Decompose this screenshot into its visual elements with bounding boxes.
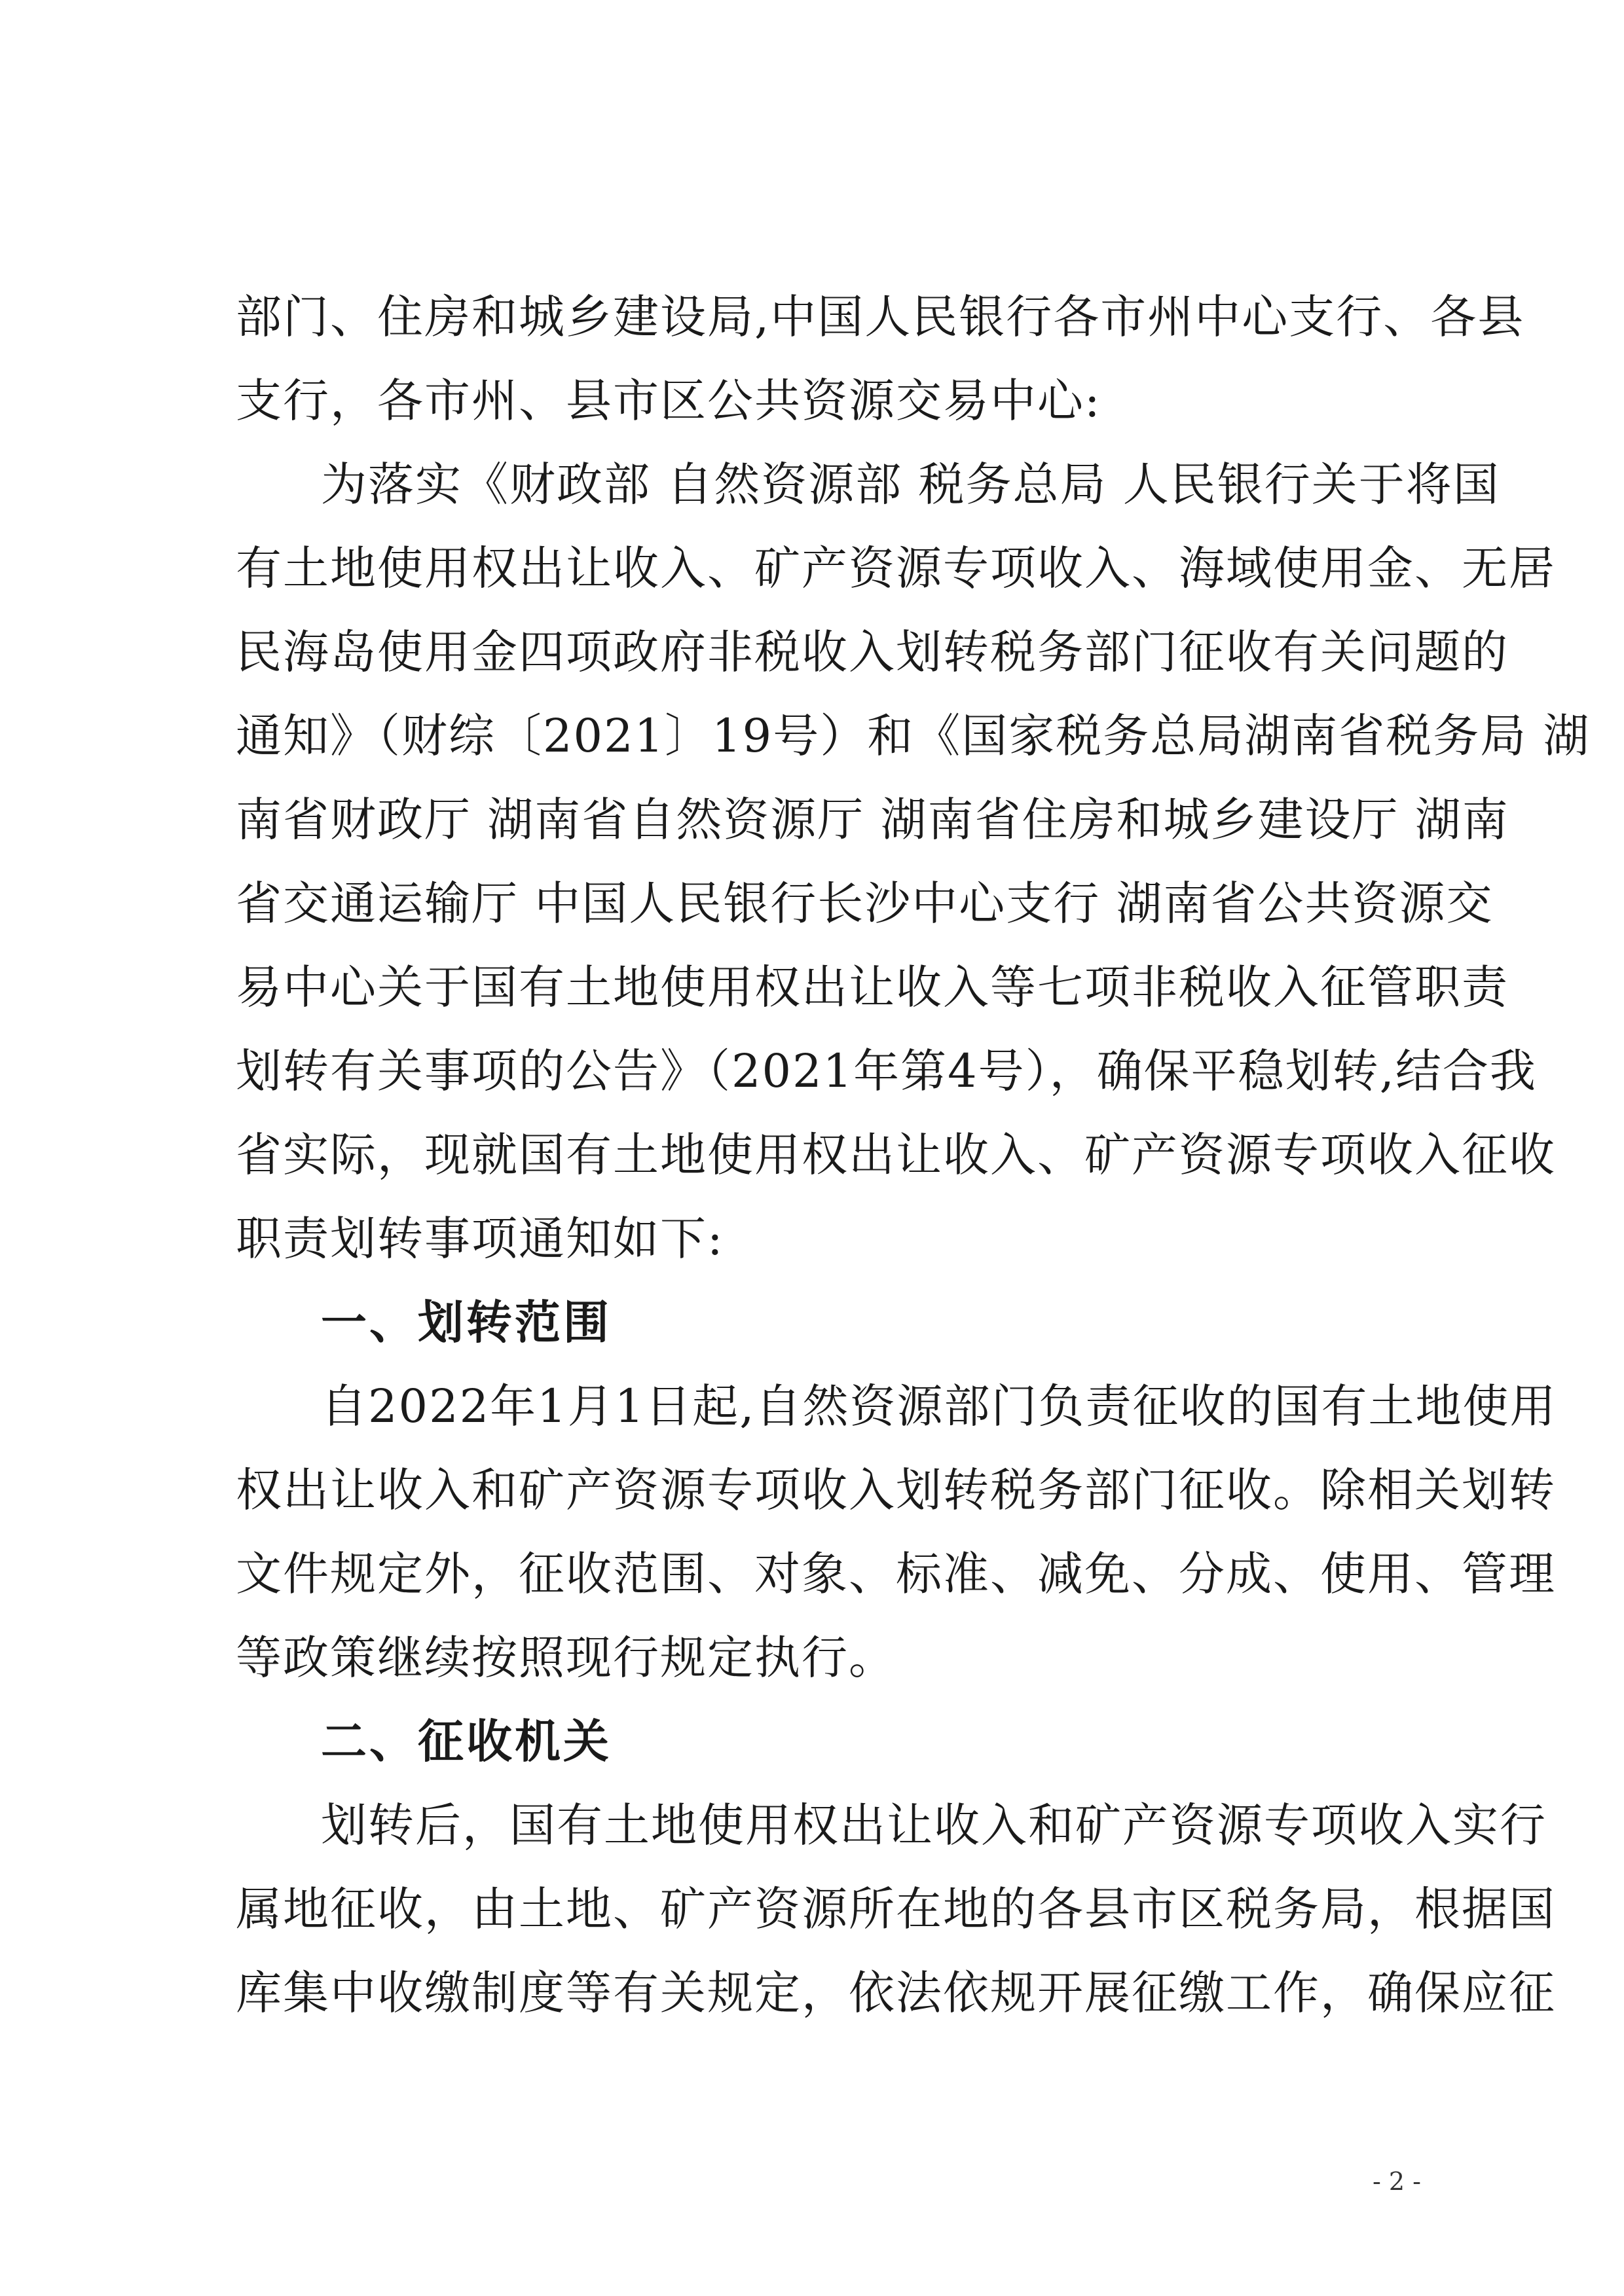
text-line: 支行，各市州、县市区公共资源交易中心: xyxy=(236,374,1101,428)
paragraph xyxy=(236,1364,1557,1700)
section-heading: 一、划转范围 xyxy=(321,1296,612,1349)
text-line: 等政策继续按照现行规定执行。 xyxy=(236,1631,896,1685)
text-line: 划转有关事项的公告》（2021年第4号），确保平稳划转,结合我 xyxy=(236,1044,1537,1098)
paragraph xyxy=(236,443,1591,1281)
text-line: 权出让收入和矿产资源专项收入划转税务部门征收。除相关划转 xyxy=(236,1463,1556,1517)
text-line: 属地征收，由土地、矿产资源所在地的各县市区税务局，根据国 xyxy=(236,1882,1556,1936)
text-line: 划转后，国有土地使用权出让收入和矿产资源专项收入实行 xyxy=(321,1798,1547,1852)
text-line: 易中心关于国有土地使用权出让收入等七项非税收入征管职责 xyxy=(236,960,1509,1014)
text-line: 部门、住房和城乡建设局,中国人民银行各市州中心支行、各县 xyxy=(236,290,1525,344)
text-line: 职责划转事项通知如下: xyxy=(236,1212,724,1266)
text-line: 民海岛使用金四项政府非税收入划转税务部门征收有关问题的 xyxy=(236,625,1509,679)
section-heading: 二、征收机关 xyxy=(321,1715,612,1768)
text-line: 通知》（财综〔2021〕19号）和《国家税务总局湖南省税务局 湖 xyxy=(236,709,1591,763)
text-line: 自2022年1月1日起,自然资源部门负责征收的国有土地使用 xyxy=(321,1379,1557,1433)
text-line: 省交通运输厅 中国人民银行长沙中心支行 湖南省公共资源交 xyxy=(236,877,1494,930)
text-line: 库集中收缴制度等有关规定，依法依规开展征缴工作，确保应征 xyxy=(236,1966,1556,2020)
document-body xyxy=(236,275,1591,2035)
paragraph xyxy=(236,1783,1556,2035)
text-line: 有土地使用权出让收入、矿产资源专项收入、海域使用金、无居 xyxy=(236,541,1556,595)
text-line: 南省财政厅 湖南省自然资源厅 湖南省住房和城乡建设厅 湖南 xyxy=(236,793,1509,847)
text-line: 为落实《财政部 自然资源部 税务总局 人民银行关于将国 xyxy=(321,458,1500,511)
text-line: 文件规定外，征收范围、对象、标准、减免、分成、使用、管理 xyxy=(236,1547,1556,1601)
page-number: - 2 - xyxy=(1372,2167,1421,2196)
paragraph xyxy=(236,275,1525,443)
text-line: 省实际，现就国有土地使用权出让收入、矿产资源专项收入征收 xyxy=(236,1128,1556,1182)
